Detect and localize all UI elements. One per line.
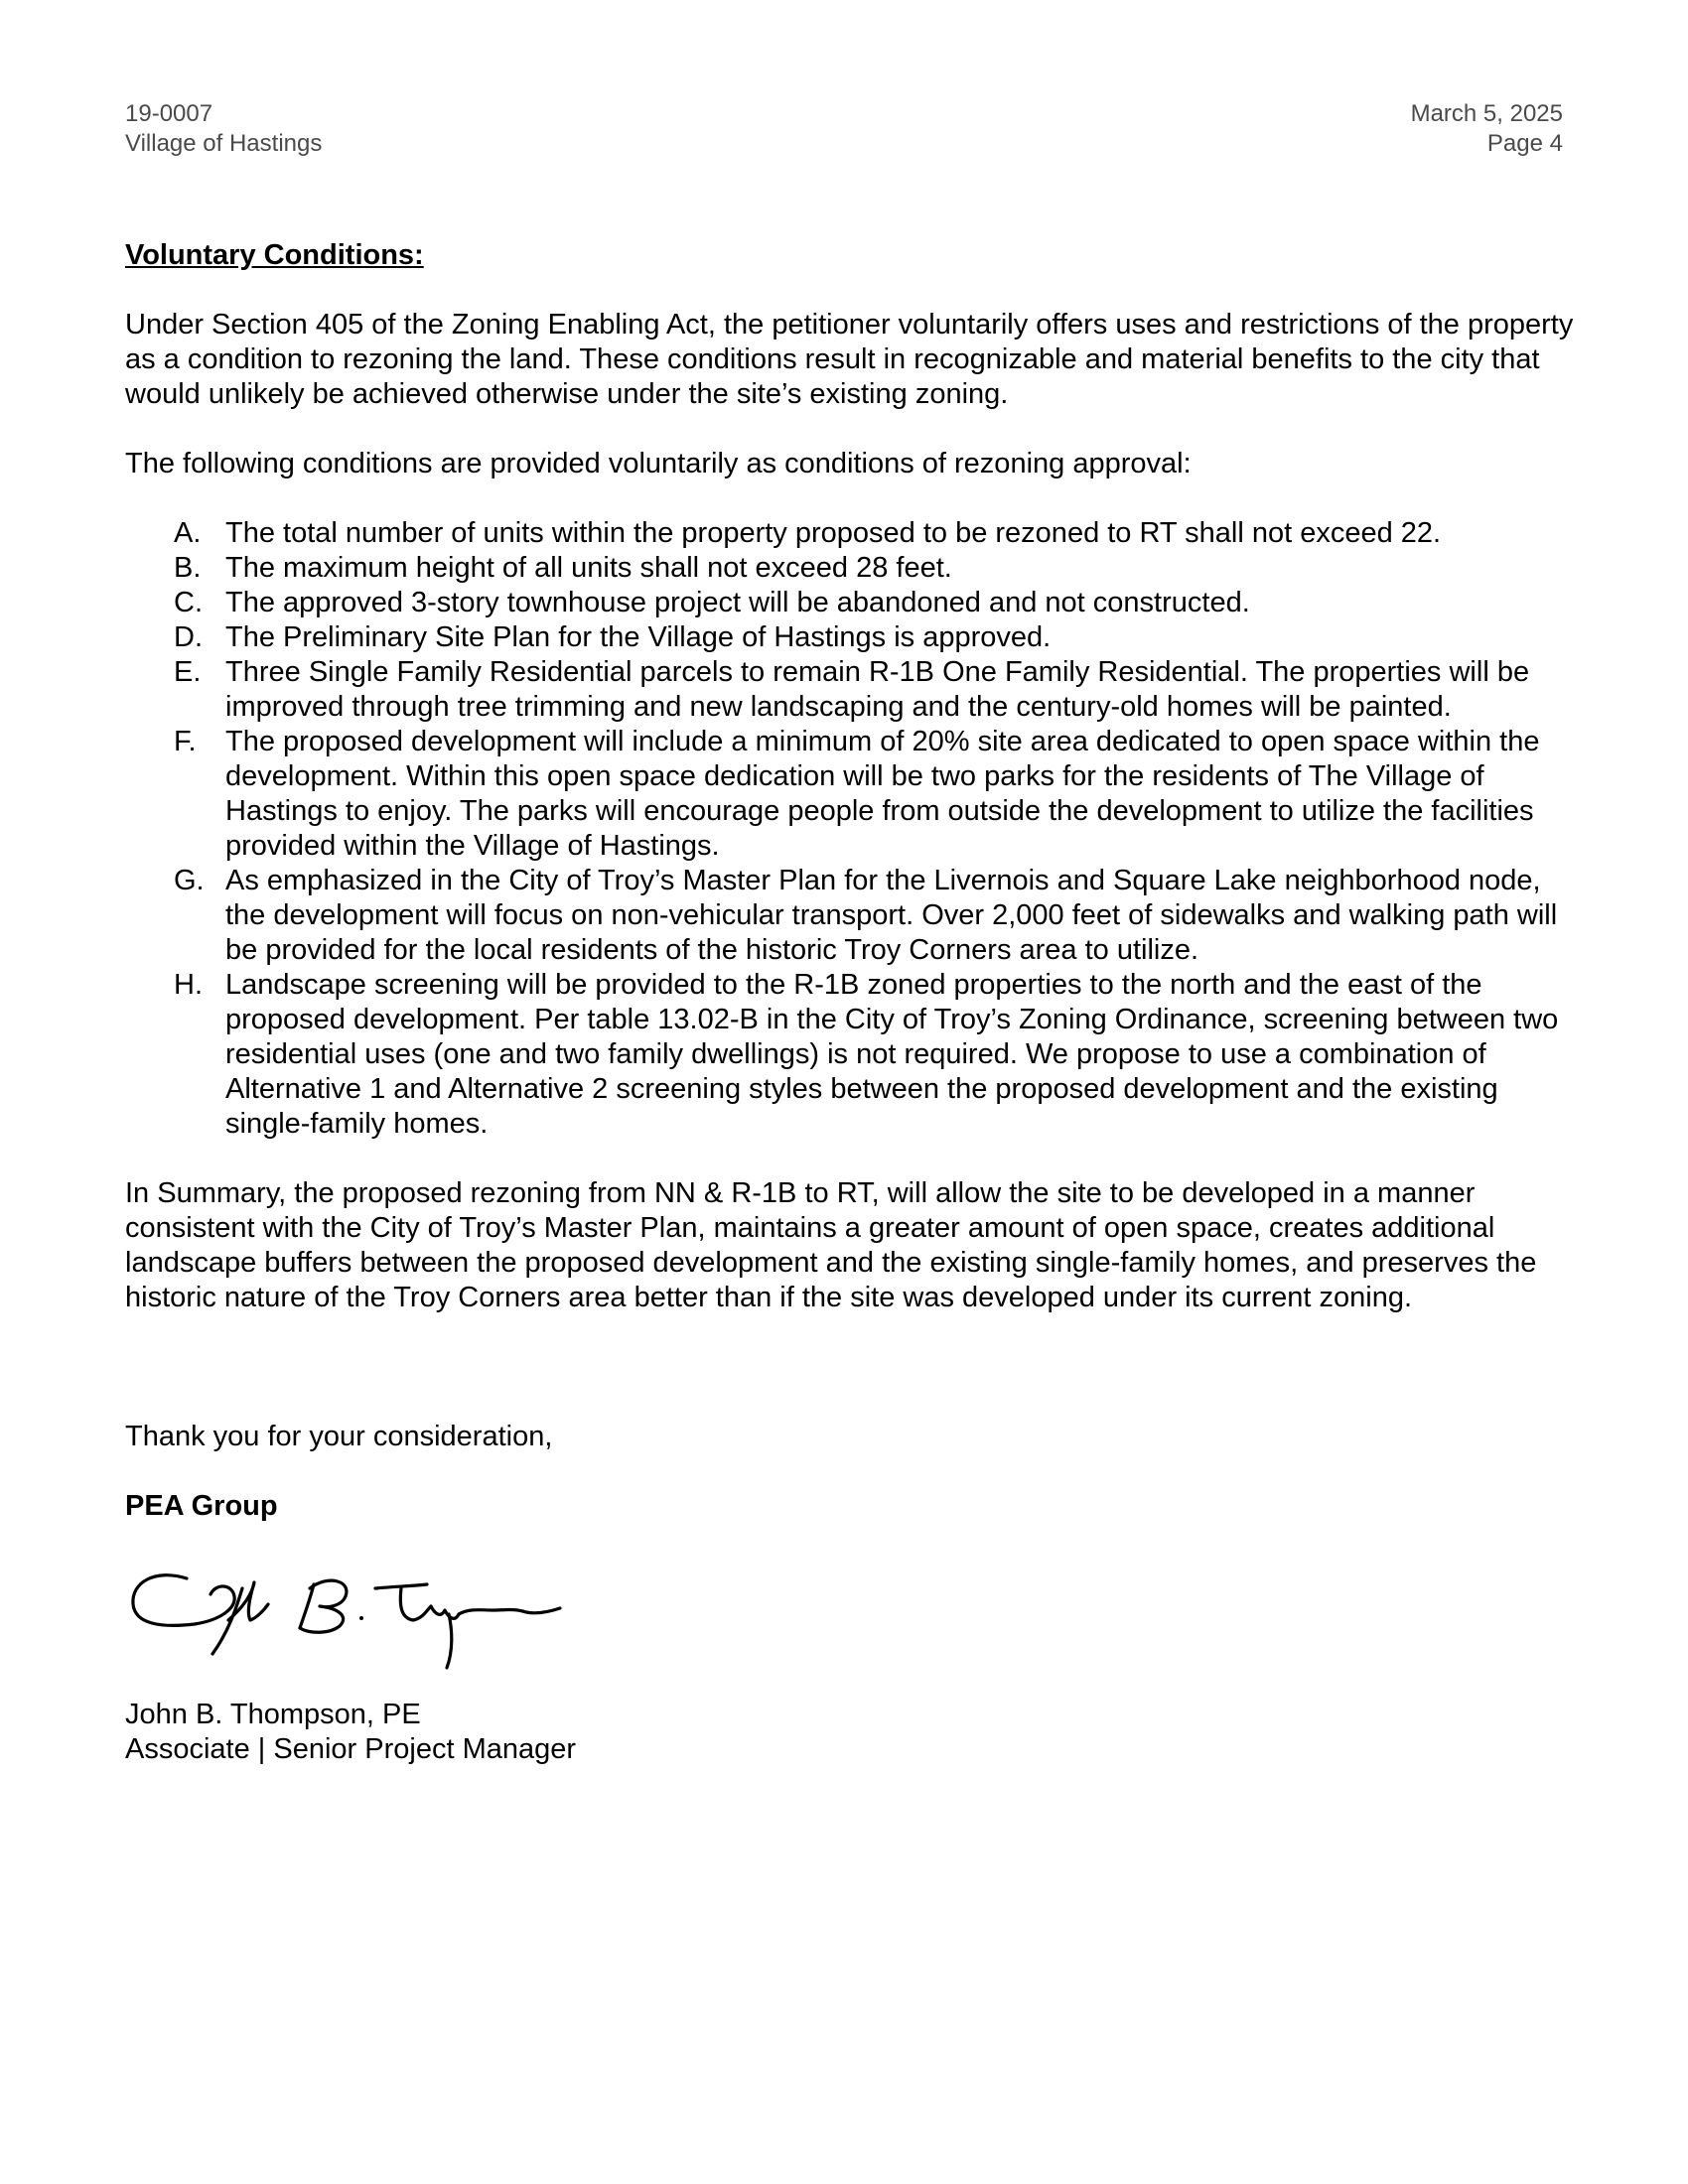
list-item-letter: H.	[174, 969, 203, 1001]
list-item	[125, 968, 1575, 1142]
conditions-intro: The following conditions are provided voluntarily as conditions of rezoning approval:	[125, 448, 1192, 479]
list-item-text: The proposed development will include a minimum of 20% site area dedicated to open space within the development. Within this open space dedication will be two parks for the residents of The Village of Hastings to enjoy. The parks will encourage people from outside the development to utilize the facilities provided within the Village of Hastings.	[225, 726, 1540, 862]
list-item	[125, 551, 1575, 586]
project-number: 19-0007	[125, 100, 213, 127]
list-item-letter: B.	[174, 552, 202, 584]
summary-paragraph: In Summary, the proposed rezoning from NN & R-1B to RT, will allow the site to be developed in a manner consistent with the City of Troy’s Master Plan, maintains a greater amount of open space, creates additional landscape buffers between the proposed development and the existing single-family homes, and preserves the historic nature of the Troy Corners area better than if the site was developed under its current zoning.	[125, 1177, 1537, 1313]
letter-date: March 5, 2025	[1410, 100, 1563, 127]
header-right	[1411, 99, 1563, 159]
list-item-text: The Preliminary Site Plan for the Village of Hastings is approved.	[225, 621, 1052, 653]
conditions-list	[125, 516, 1575, 1142]
signature-block	[125, 1698, 1575, 1767]
list-item-letter: C.	[174, 587, 203, 618]
list-item	[125, 725, 1575, 864]
list-item	[125, 620, 1575, 655]
list-item	[125, 516, 1575, 551]
list-item-text: The maximum height of all units shall not exceed 28 feet.	[225, 552, 952, 584]
project-name: Village of Hastings	[125, 130, 323, 157]
letter-body	[125, 238, 1575, 1767]
header-left	[125, 99, 322, 159]
list-item-letter: G.	[174, 865, 205, 896]
intro-paragraph: Under Section 405 of the Zoning Enabling Act, the petitioner voluntarily offers uses and restrictions of the property as a condition to rezoning the land. These conditions result in recognizable and material benefits to the city that would unlikely be achieved otherwise under the site’s existing zoning.	[125, 309, 1574, 410]
list-item-letter: A.	[174, 517, 202, 549]
company-name: PEA Group	[125, 1490, 278, 1522]
signer-name: John B. Thompson, PE	[125, 1699, 421, 1730]
list-item-text: The total number of units within the property proposed to be rezoned to RT shall not exceed 22.	[225, 517, 1442, 549]
list-item-text: Landscape screening will be provided to the R-1B zoned properties to the north and the east of the proposed development. Per table 13.02-B in the City of Troy’s Zoning Ordinance, screening between two residential uses (one and two family dwellings) is not required. We propose to use a combination of Alternative 1 and Alternative 2 screening styles between the proposed development and the existing single-family homes.	[225, 969, 1559, 1140]
list-item	[125, 655, 1575, 725]
section-heading: Voluntary Conditions:	[125, 239, 424, 271]
list-item	[125, 586, 1575, 620]
list-item	[125, 864, 1575, 968]
list-item-letter: E.	[174, 656, 202, 688]
list-item-text: The approved 3-story townhouse project will be abandoned and not constructed.	[225, 587, 1250, 618]
closing-line: Thank you for your consideration,	[125, 1421, 553, 1452]
list-item-letter: F.	[174, 726, 197, 757]
page-number: Page 4	[1486, 130, 1563, 157]
list-item-text: As emphasized in the City of Troy’s Master Plan for the Livernois and Square Lake neighborhood node, the development will focus on non-vehicular transport. Over 2,000 feet of sidewalks and walking path will be provided for the local residents of the historic Troy Corners area to utilize.	[225, 865, 1558, 966]
list-item-text: Three Single Family Residential parcels to remain R-1B One Family Residential. The properties will be improved through tree trimming and new landscaping and the century-old homes will be painted.	[225, 656, 1530, 723]
list-item-letter: D.	[174, 621, 203, 653]
signer-title: Associate | Senior Project Manager	[125, 1733, 577, 1765]
signature-icon	[125, 1549, 582, 1678]
